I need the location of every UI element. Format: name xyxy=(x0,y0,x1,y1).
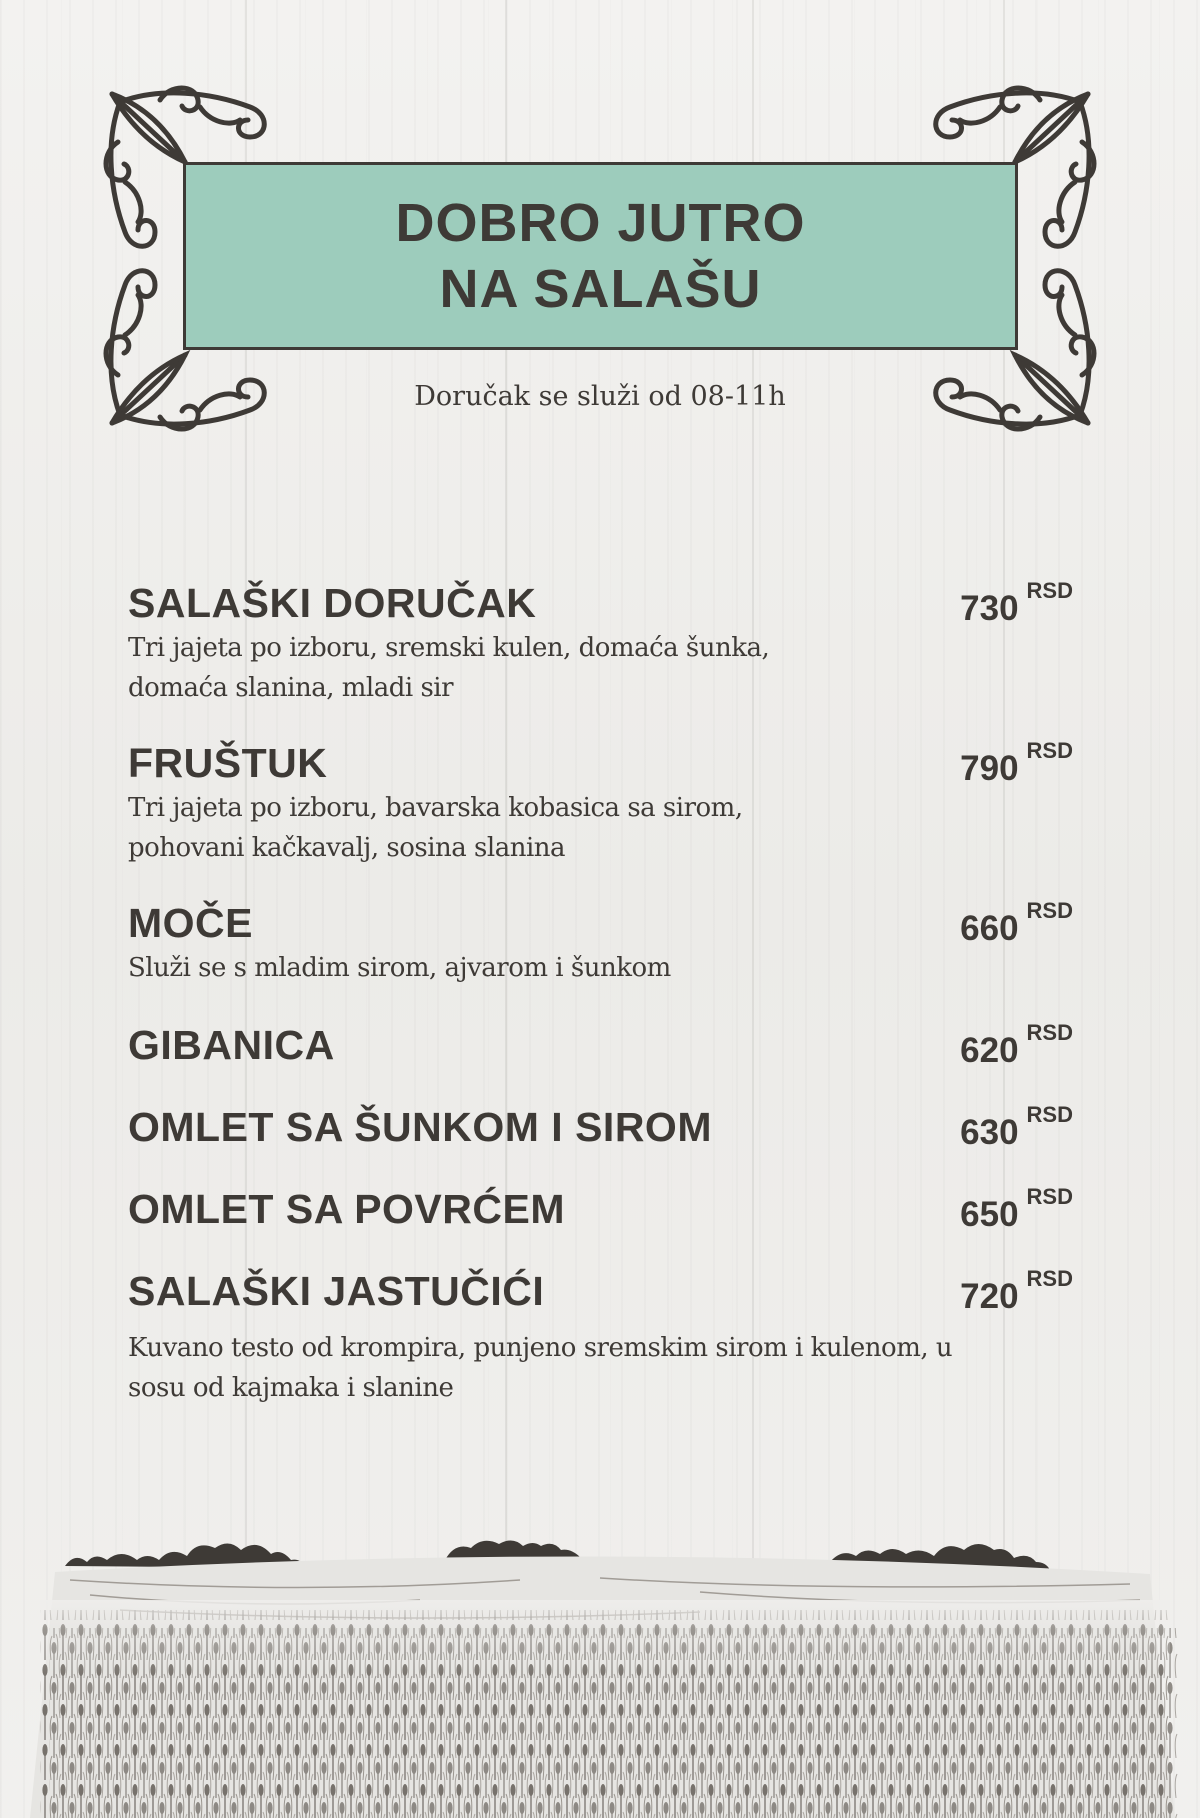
menu-item xyxy=(128,1184,1073,1234)
menu-item-name: MOČE xyxy=(128,900,253,946)
field-fade xyxy=(40,1600,1170,1680)
price-currency: RSD xyxy=(1026,738,1073,763)
menu-list xyxy=(128,578,1073,1408)
price-value: 650 xyxy=(960,1195,1019,1234)
menu-item xyxy=(128,898,1073,988)
price-value: 630 xyxy=(960,1113,1019,1152)
description-line: pohovani kačkavalj, sosina slanina xyxy=(128,833,566,863)
menu-item xyxy=(128,1020,1073,1070)
menu-item-description xyxy=(128,628,1058,708)
title-banner xyxy=(183,162,1018,350)
description-line: Tri jajeta po izboru, sremski kulen, domaća šunka, xyxy=(128,633,770,663)
price-currency: RSD xyxy=(1026,578,1073,603)
description-line: domaća slanina, mladi sir xyxy=(128,673,454,703)
description-line: Kuvano testo od krompira, punjeno sremskim sirom i kulenom, u xyxy=(128,1333,953,1363)
menu-item-price xyxy=(960,578,1073,637)
menu-item-name: SALAŠKI DORUČAK xyxy=(128,580,537,626)
description-line: Tri jajeta po izboru, bavarska kobasica sa sirom, xyxy=(128,793,743,823)
menu-item-price xyxy=(960,738,1073,797)
menu-item-price xyxy=(960,1102,1073,1161)
menu-item-name: GIBANICA xyxy=(128,1022,335,1068)
wheat-field-illustration xyxy=(0,1500,1200,1818)
menu-item xyxy=(128,1266,1073,1408)
price-currency: RSD xyxy=(1026,898,1073,923)
menu-item-name: SALAŠKI JASTUČIĆI xyxy=(128,1268,545,1314)
menu-item-description xyxy=(128,788,1058,868)
price-value: 620 xyxy=(960,1031,1019,1070)
price-currency: RSD xyxy=(1026,1102,1073,1127)
menu-item-price xyxy=(960,1266,1073,1325)
price-currency: RSD xyxy=(1026,1184,1073,1209)
menu-item-name: OMLET SA POVRĆEM xyxy=(128,1186,565,1232)
page-title-line1: DOBRO JUTRO xyxy=(395,193,806,253)
menu-item-description xyxy=(128,948,1058,988)
description-line: sosu od kajmaka i slanine xyxy=(128,1373,454,1403)
menu-item-name: OMLET SA ŠUNKOM I SIROM xyxy=(128,1104,712,1150)
menu-item xyxy=(128,578,1073,708)
serving-time: Doručak se služi od 08-11h xyxy=(414,381,786,412)
price-value: 730 xyxy=(960,589,1019,628)
page-title-line2: NA SALAŠU xyxy=(439,259,762,319)
price-value: 720 xyxy=(960,1277,1019,1316)
price-value: 790 xyxy=(960,749,1019,788)
menu-item xyxy=(128,738,1073,868)
description-line: Služi se s mladim sirom, ajvarom i šunkom xyxy=(128,953,671,983)
menu-item-description xyxy=(128,1328,1058,1408)
menu-item-name: FRUŠTUK xyxy=(128,740,328,786)
menu-item xyxy=(128,1102,1073,1152)
price-value: 660 xyxy=(960,909,1019,948)
menu-item-price xyxy=(960,898,1073,957)
menu-item-price xyxy=(960,1184,1073,1243)
price-currency: RSD xyxy=(1026,1020,1073,1045)
price-currency: RSD xyxy=(1026,1266,1073,1291)
menu-item-price xyxy=(960,1020,1073,1079)
